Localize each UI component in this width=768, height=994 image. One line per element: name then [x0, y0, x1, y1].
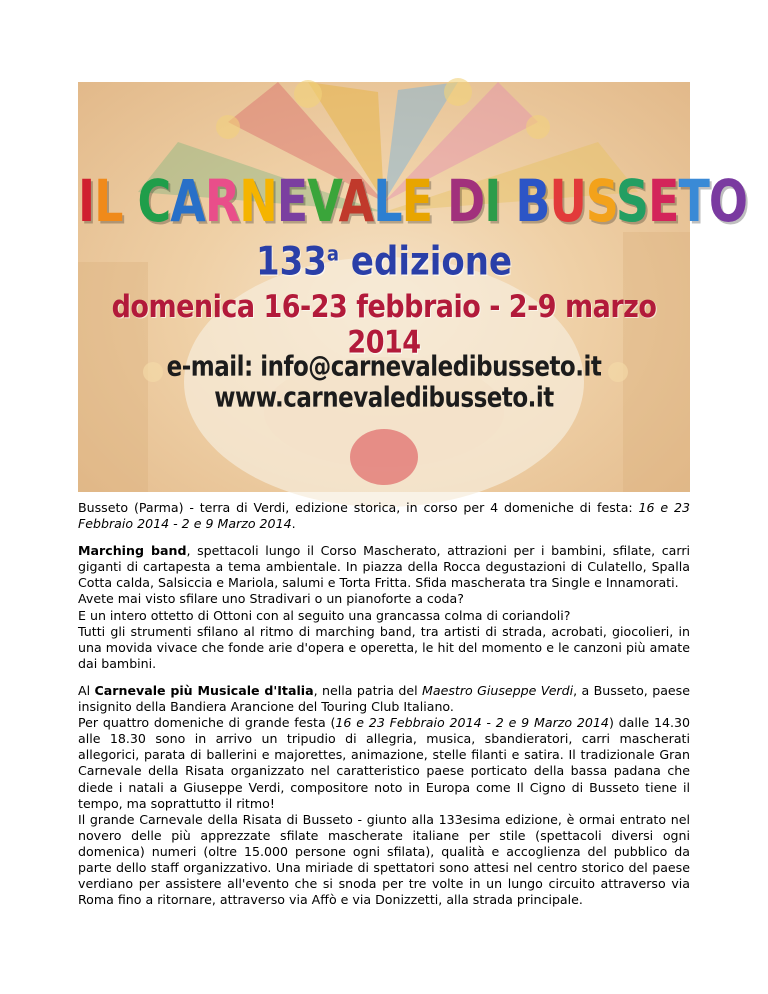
text-fragment: Per quattro domeniche di grande festa ( — [78, 715, 336, 731]
title-letter: N — [239, 167, 277, 235]
jester-illustration — [78, 82, 690, 492]
title-letter: S — [615, 167, 649, 235]
title-letter — [500, 167, 515, 235]
poster-title — [78, 167, 747, 235]
carnival-poster — [78, 82, 747, 492]
title-letter: C — [137, 167, 171, 235]
poster-dates: domenica 16-23 febbraio - 2-9 marzo 2014 — [111, 289, 657, 361]
risata-line: Il grande Carnevale della Risata di Busseto - giunto alla 133esima edizione, è ormai entrato nel novero delle più apprezzate sfilate mascherate italiane per stile (spettacoli diversi ogni domenica) numeri (oltre 15.000 persone ogni sfilata), qualità e accoglienza del pubblico da parte dello staff organizzativo. Una miriade di spettatori sono attesi nel centro storico del paese verdiano per assistere all'evento che si snoda per tre volte in un lungo circuito attraverso via Roma fino a ritornare, attraverso via Affò e via Donizzetti, alla strada principale. — [78, 811, 690, 908]
intro-text: Busseto (Parma) - terra di Verdi, edizione storica, in corso per 4 domeniche di festa: — [78, 500, 639, 515]
title-letter: E — [401, 167, 433, 235]
carnevale-intro-line — [78, 683, 690, 715]
title-letter: O — [708, 167, 747, 235]
title-letter: R — [204, 167, 240, 235]
edition-word: edizione — [339, 239, 513, 285]
edition-number: 133 — [255, 239, 327, 285]
poster-email: e-mail: info@carnevaledibusseto.it — [166, 351, 602, 383]
carnevale-label: Carnevale più Musicale d'Italia — [94, 682, 314, 698]
title-letter: B — [515, 167, 550, 235]
stradivari-line: Avete mai visto sfilare uno Stradivari o un pianoforte a coda? — [78, 591, 464, 607]
title-letter: D — [447, 167, 485, 235]
paragraph-carnevale — [78, 683, 690, 908]
paragraph-marching-band — [78, 543, 690, 672]
title-letter: E — [276, 167, 308, 235]
title-letter: I — [484, 167, 501, 235]
poster-website: www.carnevaledibusseto.it — [214, 382, 554, 414]
title-letter: S — [585, 167, 616, 235]
marching-band-line — [78, 543, 690, 591]
text-fragment: ) dalle 14.30 alle 18.30 sono in arrivo un tripudio di allegria, musica, sbandieratori, carri mascherati allegorici, parata di ballerini e majorettes, animazione, stelle filanti e satira. Il tradizionale Gran Carnevale della Risata organizzato nel caratteristico paese porticato della bassa padana che diede i natali a Giuseppe Verdi, compositore noto in Europa come Il Cigno di Busseto tiene il tempo, ma soprattutto il ritmo! — [78, 715, 690, 811]
intro-end: . — [291, 516, 296, 532]
title-letter: A — [170, 167, 205, 235]
title-letter: U — [549, 167, 586, 235]
marching-band-text: , spettacoli lungo il Corso Mascherato, attrazioni per i bambini, sfilate, carri giganti di cartapesta a tema ambientale. In piazza della Rocca degustazioni di Culatello, Spalla Cotta calda, Salsiccia e Mariola, salumi e Torta Fritta. Sfida mascherata tra Single e Innamorati. — [78, 543, 690, 591]
text-fragment: Al — [78, 682, 95, 698]
poster-edition — [78, 239, 690, 285]
intro-dates: 16 e 23 Febbraio 2014 - 2 e 9 Marzo 2014 — [78, 500, 691, 532]
marching-band-label: Marching band — [78, 543, 187, 559]
maestro-name: Maestro Giuseppe Verdi — [421, 682, 574, 698]
article-body — [78, 500, 690, 919]
title-letter: E — [648, 167, 679, 235]
edition-superscript: a — [326, 242, 340, 267]
ottoni-line: E un intero ottetto di Ottoni con al seguito una grancassa colma di coriandoli? — [78, 607, 571, 623]
title-letter — [122, 167, 137, 235]
domeniche-dates: 16 e 23 Febbraio 2014 - 2 e 9 Marzo 2014 — [335, 715, 609, 731]
title-letter: L — [373, 167, 402, 235]
text-fragment: , a Busseto, paese insignito della Bandiera Arancione del Touring Club Italiano. — [78, 682, 690, 715]
title-letter: A — [338, 167, 374, 235]
paragraph-intro — [78, 500, 690, 532]
title-letter: V — [307, 167, 339, 235]
domeniche-line — [78, 715, 690, 812]
title-letter — [432, 167, 447, 235]
title-letter: L — [94, 167, 123, 235]
strumenti-line: Tutti gli strumenti sfilano al ritmo di marching band, tra artisti di strada, acrobati, giocolieri, in una movida vivace che fonde arie d'opera e operetta, le hit del momento e le canzoni più amate dai bambini. — [78, 623, 690, 671]
title-letter: I — [78, 167, 95, 235]
text-fragment: , nella patria del — [313, 682, 422, 698]
title-letter: T — [678, 167, 709, 235]
